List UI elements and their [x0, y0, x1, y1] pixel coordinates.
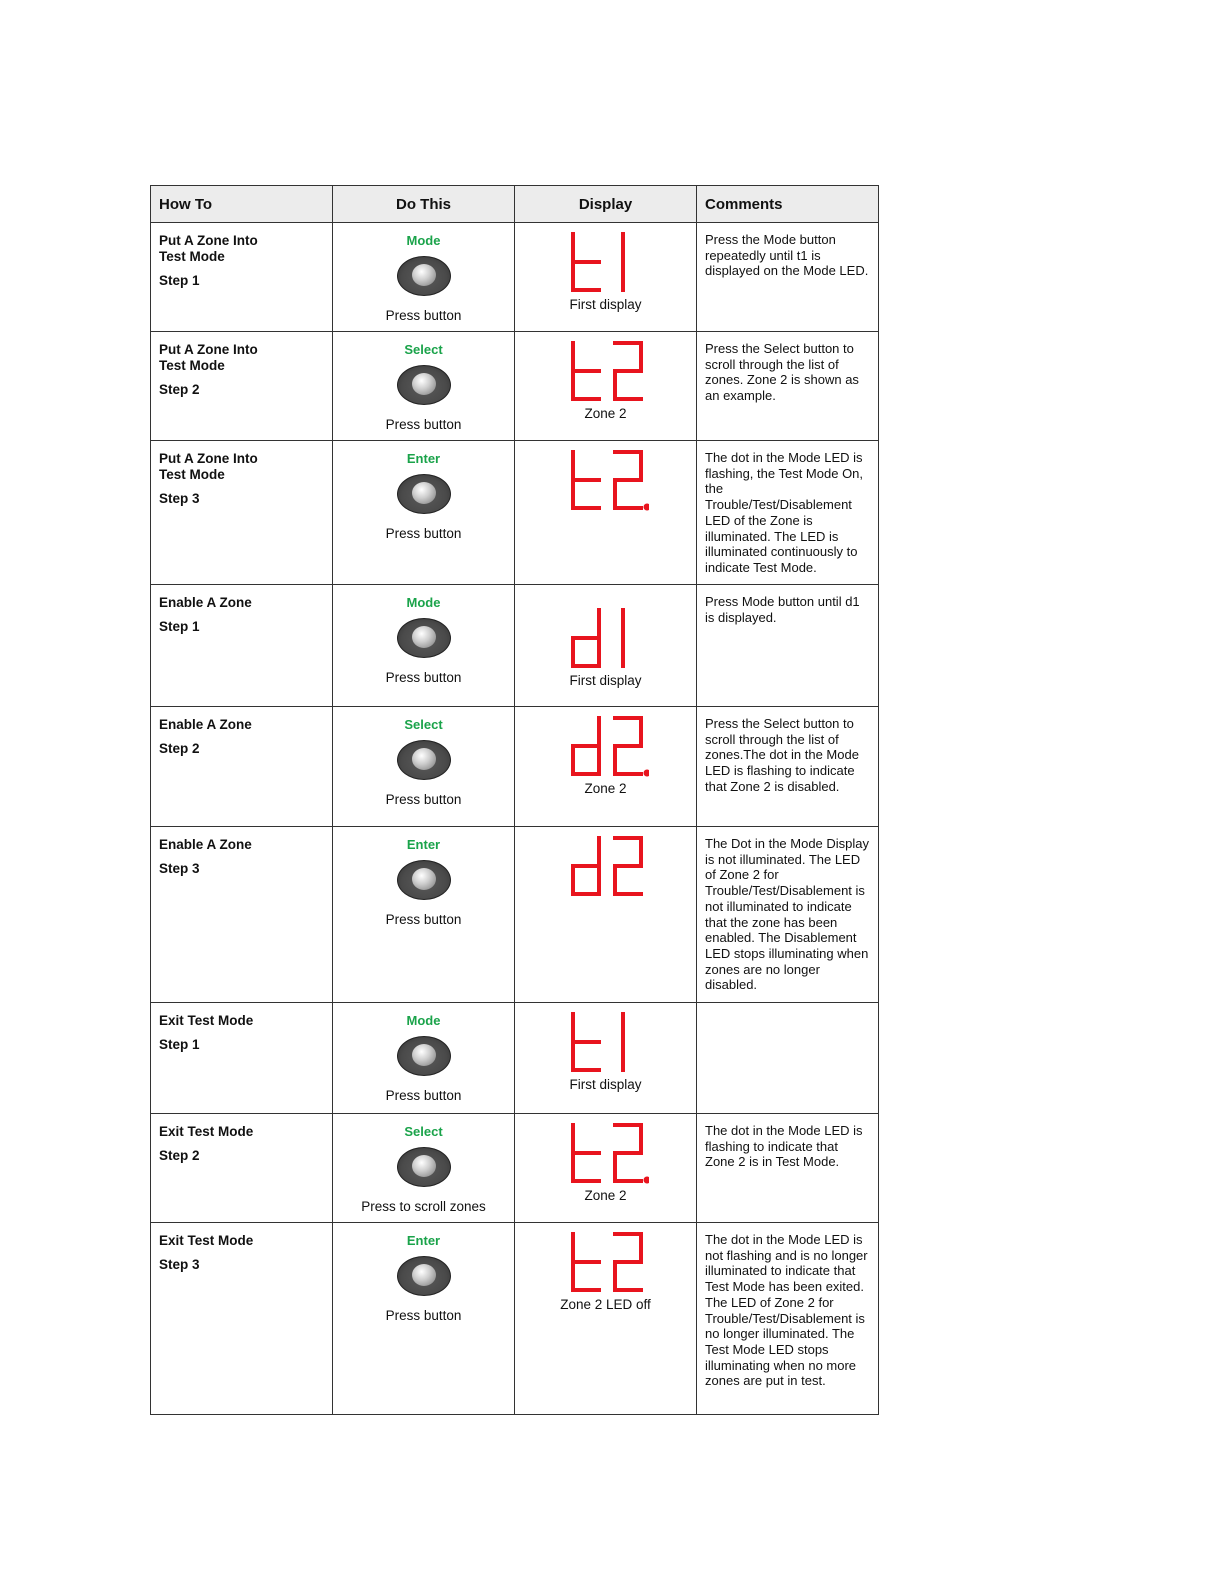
how-to-step: Step 2	[159, 382, 200, 397]
button-name-label: Enter	[406, 1233, 441, 1248]
how-to-cell	[151, 1003, 333, 1114]
how-to-cell	[151, 332, 333, 441]
comment-cell: Press the Select button to scroll through the list of zones.The dot in the Mode LED is flashing to indicate that Zone 2 is disabled.	[697, 707, 879, 827]
how-to-step: Step 1	[159, 619, 200, 634]
how-to-title: Enable A Zone	[159, 717, 252, 732]
header-do-this: Do This	[333, 186, 515, 223]
decimal-point	[643, 1177, 649, 1184]
table-row	[151, 1114, 879, 1223]
do-this-cell	[333, 707, 515, 827]
panel-button-icon	[397, 1036, 451, 1076]
comment-cell: Press Mode button until d1 is displayed.	[697, 585, 879, 707]
button-name-label: Select	[404, 342, 443, 357]
comment-cell: The dot in the Mode LED is not flashing and is no longer illuminated to indicate that Test Mode has been exited. The LED of Zone 2 for Trouble/Test/Disablement is no longer illuminated. The Test Mode LED stops illuminating when no more zones are put in test.	[697, 1223, 879, 1415]
table-row	[151, 707, 879, 827]
display-caption: Zone 2	[584, 781, 627, 796]
do-this-cell	[333, 332, 515, 441]
button-name-label: Mode	[406, 595, 441, 610]
seven-segment-display	[563, 835, 649, 897]
how-to-title: Exit Test Mode	[159, 1013, 254, 1028]
press-instruction: Press button	[385, 417, 462, 432]
display-caption: Zone 2 LED off	[560, 1297, 651, 1312]
how-to-title: Put A Zone Into Test Mode	[159, 451, 258, 482]
how-to-step: Step 1	[159, 273, 200, 288]
display-caption: First display	[569, 1077, 642, 1092]
how-to-cell	[151, 585, 333, 707]
seven-segment-display	[563, 340, 649, 402]
how-to-cell	[151, 1114, 333, 1223]
panel-button-icon	[397, 256, 451, 296]
how-to-title: Exit Test Mode	[159, 1233, 254, 1248]
table-row	[151, 441, 879, 585]
button-name-label: Enter	[406, 451, 441, 466]
button-name-label: Select	[404, 717, 443, 732]
decimal-point	[643, 770, 649, 777]
how-to-cell	[151, 827, 333, 1003]
seven-segment-display	[563, 231, 649, 293]
display-caption: Zone 2	[584, 406, 627, 421]
how-to-cell	[151, 223, 333, 332]
panel-button-icon	[397, 365, 451, 405]
display-cell	[515, 585, 697, 707]
press-instruction: Press button	[385, 308, 462, 323]
how-to-cell	[151, 1223, 333, 1415]
how-to-title: Put A Zone Into Test Mode	[159, 233, 258, 264]
button-name-label: Enter	[406, 837, 441, 852]
how-to-step: Step 3	[159, 1257, 200, 1272]
decimal-point	[643, 504, 649, 511]
do-this-cell	[333, 441, 515, 585]
table-row	[151, 585, 879, 707]
panel-button-icon	[397, 474, 451, 514]
press-instruction: Press button	[385, 792, 462, 807]
panel-button-icon	[397, 740, 451, 780]
do-this-cell	[333, 1003, 515, 1114]
header-comments: Comments	[697, 186, 879, 223]
seven-segment-display	[563, 449, 649, 511]
press-instruction: Press button	[385, 526, 462, 541]
press-instruction: Press button	[385, 1308, 462, 1323]
comment-cell: The Dot in the Mode Display is not illuminated. The LED of Zone 2 for Trouble/Test/Disablement is not illuminated to indicate that the zone has been enabled. The Disablement LED stops illuminating when zones are no longer disabled.	[697, 827, 879, 1003]
table-row	[151, 223, 879, 332]
how-to-step: Step 2	[159, 1148, 200, 1163]
header-row	[151, 186, 879, 223]
do-this-cell	[333, 827, 515, 1003]
do-this-cell	[333, 585, 515, 707]
how-to-title: Enable A Zone	[159, 595, 252, 610]
comment-cell: The dot in the Mode LED is flashing, the Test Mode On, the Trouble/Test/Disablement LED of the Zone is illuminated. The LED is illuminated continuously to indicate Test Mode.	[697, 441, 879, 585]
how-to-title: Exit Test Mode	[159, 1124, 254, 1139]
button-name-label: Mode	[406, 233, 441, 248]
how-to-title: Enable A Zone	[159, 837, 252, 852]
press-instruction: Press button	[385, 912, 462, 927]
seven-segment-display	[563, 607, 649, 669]
how-to-step: Step 3	[159, 491, 200, 506]
comment-cell: The dot in the Mode LED is flashing to indicate that Zone 2 is in Test Mode.	[697, 1114, 879, 1223]
display-cell	[515, 223, 697, 332]
do-this-cell	[333, 1114, 515, 1223]
display-caption: Zone 2	[584, 1188, 627, 1203]
how-to-title: Put A Zone Into Test Mode	[159, 342, 258, 373]
comment-cell: Press the Select button to scroll through the list of zones. Zone 2 is shown as an example.	[697, 332, 879, 441]
display-caption: First display	[569, 297, 642, 312]
header-display: Display	[515, 186, 697, 223]
seven-segment-display	[563, 1122, 649, 1184]
how-to-cell	[151, 707, 333, 827]
table-row	[151, 1223, 879, 1415]
do-this-cell	[333, 223, 515, 332]
seven-segment-display	[563, 1011, 649, 1073]
press-instruction: Press button	[385, 670, 462, 685]
seven-segment-display	[563, 715, 649, 777]
display-cell	[515, 441, 697, 585]
display-caption: First display	[569, 673, 642, 688]
how-to-step: Step 1	[159, 1037, 200, 1052]
table-row	[151, 1003, 879, 1114]
comment-cell	[697, 1003, 879, 1114]
panel-button-icon	[397, 860, 451, 900]
table-row	[151, 827, 879, 1003]
procedure-table	[150, 185, 879, 1415]
panel-button-icon	[397, 618, 451, 658]
table-row	[151, 332, 879, 441]
seven-segment-display	[563, 1231, 649, 1293]
how-to-step: Step 3	[159, 861, 200, 876]
panel-button-icon	[397, 1147, 451, 1187]
display-cell	[515, 707, 697, 827]
display-cell	[515, 1114, 697, 1223]
press-instruction: Press to scroll zones	[361, 1199, 486, 1214]
do-this-cell	[333, 1223, 515, 1415]
button-name-label: Select	[404, 1124, 443, 1139]
how-to-cell	[151, 441, 333, 585]
display-cell	[515, 332, 697, 441]
comment-cell: Press the Mode button repeatedly until t1 is displayed on the Mode LED.	[697, 223, 879, 332]
how-to-step: Step 2	[159, 741, 200, 756]
button-name-label: Mode	[406, 1013, 441, 1028]
display-cell	[515, 1223, 697, 1415]
display-cell	[515, 827, 697, 1003]
display-cell	[515, 1003, 697, 1114]
press-instruction: Press button	[385, 1088, 462, 1103]
header-how-to: How To	[151, 186, 333, 223]
panel-button-icon	[397, 1256, 451, 1296]
